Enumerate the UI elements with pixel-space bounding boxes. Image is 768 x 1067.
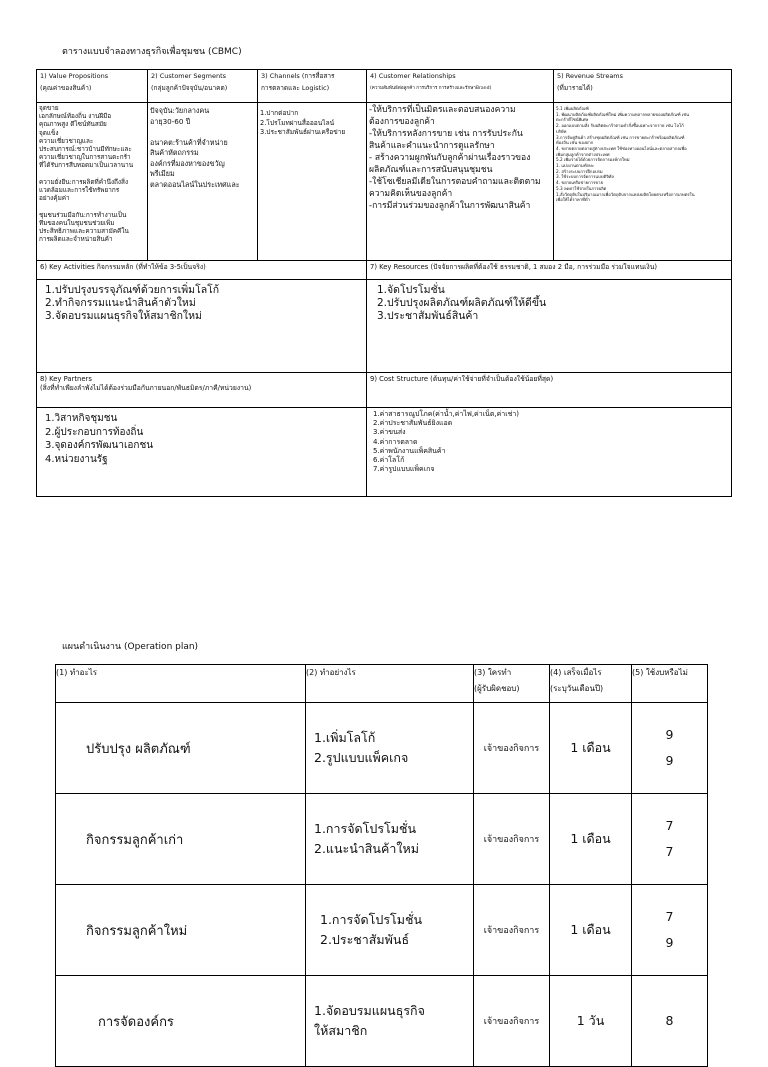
value-propositions-body: จุดขาย เอกลักษณ์ท้องถิ่น งานฝีมือ คุณภาพสูง ดีไซน์ทันสมัย จุดแข็ง ความเชี่ยวชาญและ ประสบการณ์:ชาวบ้านมีทักษะและ ความเชี่ยวชาญในการสานตะกร้า ที่ได้รับการสืบทอดมาเป็นเวลานาน ความยั่งยืน:การผลิตที่คำนึงถึงสิ่ง แวดล้อมและการใช้ทรัพยากร อย่างคุ้มค่า ชุมชนร่วมมือกัน:การทำงานเป็น ทีมของคนในชุมชนช่วยเพิ่ม ประสิทธิภาพและความสามัคคีใน การผลิตและจำหน่ายสินค้า — [37, 103, 148, 261]
plan-when-cell: 1 เดือน — [550, 885, 632, 976]
key-partners-body: 1.วิสาหกิจชุมชน 2.ผู้ประกอบการท้องถิ่น 3.จุดองค์กรพัฒนาเอกชน 4.หน่วยงานรัฐ — [37, 408, 367, 497]
plan-when-cell: 1 เดือน — [550, 794, 632, 885]
table-row — [56, 885, 708, 976]
plan-used-cell: 9 9 — [632, 703, 708, 794]
plan-how-cell: 1.การจัดโปรโมชั่น 2.แนะนำสินค้าใหม่ — [306, 794, 474, 885]
key-activities-body: 1.ปรับปรุงบรรจุภัณฑ์ด้วยการเพิ่มโลโก้ 2.ทำกิจกรรมแนะนำสินค้าตัวใหม่ 3.จัดอบรมแผนธุรกิจให้สมาชิกใหม่ — [37, 280, 367, 373]
key-partners-header: 8) Key Partners (สิ่งที่ทำเพียงลำพังไม่ได้ต้องร่วมมือกับภายนอก/พันธมิตร/ภาคี/หน่วยงาน) — [37, 373, 367, 408]
plan-who-cell: เจ้าของกิจการ — [474, 976, 550, 1067]
customer-segments-body: ปัจจุบัน:วัยกลางคน อายุ30-60 ปี อนาคต:ร้านค้าที่จำหน่าย สินค้าหัตถกรรม องค์กรที่มองหาของขวัญ พรีเมียม ตลาดออนไลน์ในประเทศและ — [148, 103, 258, 261]
plan-who-cell: เจ้าของกิจการ — [474, 794, 550, 885]
plan-how-cell: 1.จัดอบรมแผนธุรกิจ ให้สมาชิก — [306, 976, 474, 1067]
key-activities-header: 6) Key Activities กิจกรรมหลัก (ที่ทำให้ข้อ 3-5เป็นจริง) — [37, 261, 367, 280]
cbmc-title: ตารางแบบจำลองทางธุรกิจเพื่อชุมชน (CBMC) — [62, 47, 242, 57]
plan-when-cell: 1 วัน — [550, 976, 632, 1067]
operation-plan-title: แผนดำเนินงาน (Operation plan) — [62, 642, 199, 652]
plan-what-cell: การจัดองค์กร — [56, 976, 306, 1067]
channels-body: 1.ปากต่อปาก 2.โปรโมทผ่านสื่อออนไลน์ 3.ประชาสัมพันธ์ผ่านเครือข่าย — [258, 103, 367, 261]
cost-structure-body: 1.ค่าสาธารณูปโภค(ค่าน้ำ,ค่าไฟ,ค่าเน็ต,ค่าเช่า) 2.ค่าประชาสัมพันธ์ยิงแอด 3.ค่าขนส่ง 4.ค่าการตลาด 5.ค่าพนักงานแพ็คสินค้า 6.ค่าโลโก้ 7.ค่ารูปแบบแพ็คเกจ — [367, 408, 732, 497]
cbmc-canvas — [36, 69, 732, 497]
customer-relationships-header: 4) Customer Relationships (ความสัมพันธ์ต่อลูกค้า การบริการ การสร้างและรักษาBrand) — [367, 70, 554, 103]
table-row — [56, 794, 708, 885]
revenue-streams-body: 5.1 เพิ่มผลิตภัณฑ์ 1. พัฒนาผลิตภัณฑ์ผลิตภัณฑ์ใหม่ เพิ่มความหลากหลายของผลิตภัณฑ์ เช่น ตะกร้าดีไซน์พิเศษ 2. ออกแบบตามสั่ง รับผลิตตะกร้าตามคำสั่งซื้อเฉพาะจากราย เช่น โลโก้ บริษัท 3.การจับคู่สินค้า สร้างชุดผลิตภัณฑ์ เช่น การขายตะกร้าพร้อมผลิตภัณฑ์ ท้องถิ่น เช่น ของฝาก 4. ขยายตลาดตลาดสู่ต่างประเทศ ใช้ช่องทางออนไลน์และตลาดสากลเพื่อ เพิ่มกลุ่มลูกค้าจากต่างประเทศ 5.2 เพิ่มรายได้ด้วยการจัดการองค์กรใหม่ 1. แบ่งงานตามทักษะ 2. สร้างระบบการฝึกอบรม 3. ใช้ระบบการจัดการแบบดิจิทัล 4. ขยายเครือข่ายการขาย 5.3 ลดค่าใช้จ่ายในการผลิต 1.สั่งวัตถุดิบในปริมาณมากเพื่อวัตถุดิบจากแหล่งผลิตโดยตรงหรือการเกษตรใน เพื่อให้ได้ราคาที่ต่ำ — [554, 103, 732, 261]
plan-header-how: (2) ทำอย่างไร — [306, 665, 474, 703]
plan-when-cell: 1 เดือน — [550, 703, 632, 794]
table-row — [56, 703, 708, 794]
plan-used-cell: 7 7 — [632, 794, 708, 885]
plan-used-cell: 8 — [632, 976, 708, 1067]
value-propositions-header: 1) Value Propositions (คุณค่าของสินค้า) — [37, 70, 148, 103]
channels-header: 3) Channels (การสื่อสาร การตลาดและ Logistic) — [258, 70, 367, 103]
plan-header-when: (4) เสร็จเมื่อไร (ระบุวันเดือนปี) — [550, 665, 632, 703]
plan-what-cell: ปรับปรุง ผลิตภัณฑ์ — [56, 703, 306, 794]
cost-structure-header: 9) Cost Structure (ต้นทุน/ค่าใช้จ่ายที่จำเป็นต้องใช้น้อยที่สุด) — [367, 373, 732, 408]
revenue-streams-header: 5) Revenue Streams (ที่มารายได้) — [554, 70, 732, 103]
plan-who-cell: เจ้าของกิจการ — [474, 885, 550, 976]
plan-header-who: (3) ใครทำ (ผู้รับผิดชอบ) — [474, 665, 550, 703]
customer-segments-header: 2) Customer Segments (กลุ่มลูกค้าปัจจุบัน/อนาคต) — [148, 70, 258, 103]
customer-relationships-body: -ให้บริการที่เป็นมิตรและตอบสนองความ ต้องการของลูกค้า -ให้บริการหลังการขาย เช่น การรับประกัน สินค้าและคำแนะนำการดูแลรักษา - สร้างความผูกพันกับลูกค้าผ่านเรื่องราวของ ผลิตภัณฑ์และการสนับสนุนชุมชน -ใช้โซเชียลมีเดียในการตอบคำถามและติดตาม ความคิดเห็นของลูกค้า -การมีส่วนร่วมของลูกค้าในการพัฒนาสินค้า — [367, 103, 554, 261]
plan-how-cell: 1.การจัดโปรโมชั่น 2.ประชาสัมพันธ์ — [306, 885, 474, 976]
table-row — [56, 976, 708, 1067]
key-resources-body: 1.จัดโปรโมชั่น 2.ปรับปรุงผลิตภัณฑ์ผลิตภัณฑ์ให้ดีขึ้น 3.ประชาสัมพันธ์สินค้า — [367, 280, 732, 373]
plan-how-cell: 1.เพิ่มโลโก้ 2.รูปแบบแพ็คเกจ — [306, 703, 474, 794]
plan-used-cell: 7 9 — [632, 885, 708, 976]
plan-header-what: (1) ทำอะไร — [56, 665, 306, 703]
plan-who-cell: เจ้าของกิจการ — [474, 703, 550, 794]
plan-what-cell: กิจกรรมลูกค้าใหม่ — [56, 885, 306, 976]
plan-header-used: (5) ใช้งบหรือไม่ — [632, 665, 708, 703]
key-resources-header: 7) Key Resources (ปัจจัยการผลิตที่ต้องใช้ ธรรมชาติ, 1 สมอง 2 มือ, การร่วมมือ ร่วมใจแทนเงิน) — [367, 261, 732, 280]
plan-what-cell: กิจกรรมลูกค้าเก่า — [56, 794, 306, 885]
operation-plan-table — [55, 664, 708, 1067]
